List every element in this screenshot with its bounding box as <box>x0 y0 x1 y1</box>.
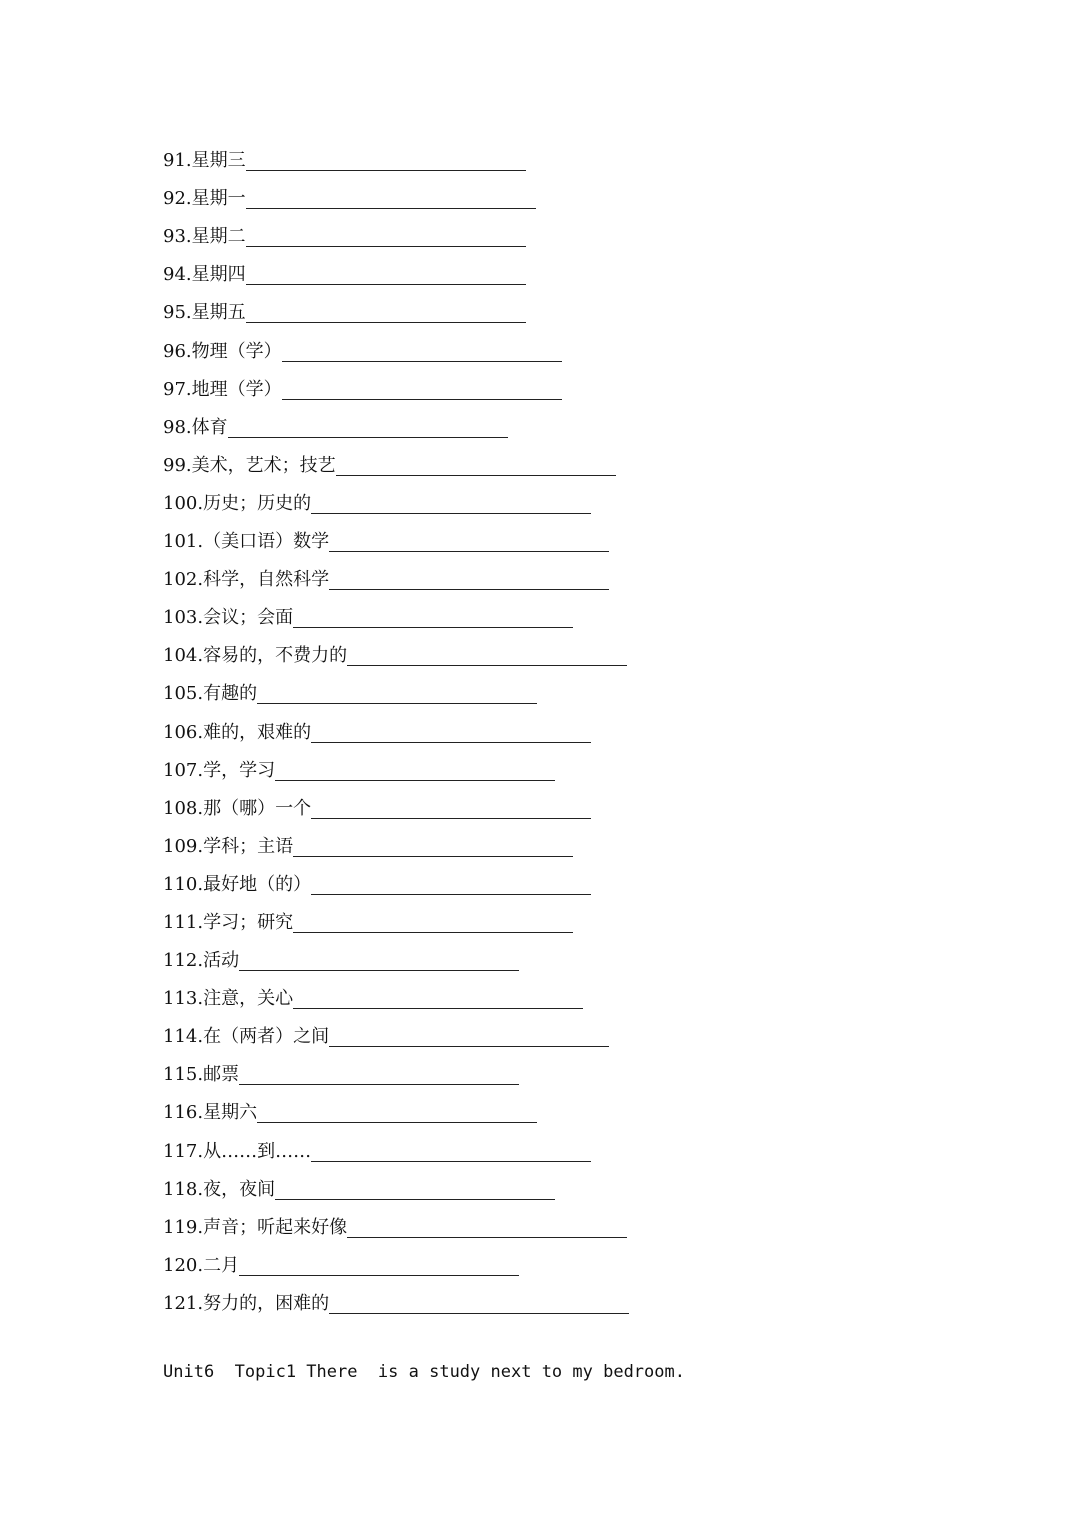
item-prompt: 星期五 <box>191 302 246 324</box>
item-number: 113. <box>163 988 204 1010</box>
answer-blank[interactable] <box>347 647 627 666</box>
item-prompt: 会议；会面 <box>203 607 294 629</box>
item-prompt: 难的，艰难的 <box>203 721 312 743</box>
item-prompt: 在（两者）之间 <box>203 1026 330 1048</box>
answer-blank[interactable] <box>293 838 573 857</box>
item-number: 111. <box>163 911 204 933</box>
item-number: 112. <box>163 950 204 972</box>
item-prompt: 二月 <box>203 1254 240 1276</box>
item-prompt: 星期二 <box>191 226 246 248</box>
vocab-item <box>163 631 863 669</box>
vocab-item <box>163 136 863 174</box>
vocabulary-list <box>163 136 863 1317</box>
item-number: 121. <box>163 1292 204 1314</box>
vocab-item <box>163 593 863 631</box>
item-number: 101. <box>163 531 204 553</box>
vocab-item <box>163 1165 863 1203</box>
item-number: 98. <box>163 416 192 438</box>
answer-blank[interactable] <box>293 914 573 933</box>
vocab-item <box>163 555 863 593</box>
vocab-item <box>163 707 863 745</box>
vocab-item <box>163 1279 863 1317</box>
vocab-item <box>163 365 863 403</box>
answer-blank[interactable] <box>329 533 609 552</box>
vocab-item <box>163 174 863 212</box>
vocab-item <box>163 1203 863 1241</box>
item-prompt: （美口语）数学 <box>203 531 330 553</box>
vocab-item <box>163 898 863 936</box>
item-number: 100. <box>163 492 204 514</box>
item-prompt: 努力的，困难的 <box>203 1292 330 1314</box>
vocab-item <box>163 403 863 441</box>
vocab-item <box>163 746 863 784</box>
vocab-item <box>163 1012 863 1050</box>
vocab-item <box>163 250 863 288</box>
item-number: 96. <box>163 340 192 362</box>
answer-blank[interactable] <box>246 152 526 171</box>
vocab-item <box>163 822 863 860</box>
item-prompt: 从……到…… <box>203 1140 312 1162</box>
answer-blank[interactable] <box>246 304 526 323</box>
item-number: 91. <box>163 150 192 172</box>
item-prompt: 美术，艺术；技艺 <box>191 454 336 476</box>
item-prompt: 邮票 <box>203 1064 240 1086</box>
vocab-item <box>163 441 863 479</box>
answer-blank[interactable] <box>246 266 526 285</box>
answer-blank[interactable] <box>239 1257 519 1276</box>
vocab-item <box>163 784 863 822</box>
vocab-item <box>163 326 863 364</box>
item-prompt: 学，学习 <box>203 759 276 781</box>
item-prompt: 注意，关心 <box>203 988 294 1010</box>
item-number: 99. <box>163 454 192 476</box>
item-prompt: 科学，自然科学 <box>203 569 330 591</box>
item-prompt: 学习；研究 <box>203 911 294 933</box>
item-number: 109. <box>163 835 204 857</box>
answer-blank[interactable] <box>293 609 573 628</box>
vocab-item <box>163 1050 863 1088</box>
item-number: 114. <box>163 1026 204 1048</box>
item-number: 116. <box>163 1102 204 1124</box>
item-prompt: 学科；主语 <box>203 835 294 857</box>
answer-blank[interactable] <box>311 495 591 514</box>
answer-blank[interactable] <box>311 1143 591 1162</box>
item-number: 105. <box>163 683 204 705</box>
item-prompt: 容易的，不费力的 <box>203 645 348 667</box>
answer-blank[interactable] <box>228 419 508 438</box>
item-number: 93. <box>163 226 192 248</box>
vocab-item <box>163 1241 863 1279</box>
item-prompt: 体育 <box>191 416 228 438</box>
item-prompt: 星期四 <box>191 264 246 286</box>
vocab-item <box>163 1088 863 1126</box>
vocab-item <box>163 1126 863 1164</box>
vocab-item <box>163 288 863 326</box>
item-number: 102. <box>163 569 204 591</box>
vocab-item <box>163 212 863 250</box>
item-prompt: 声音；听起来好像 <box>203 1216 348 1238</box>
vocab-item <box>163 669 863 707</box>
vocab-item <box>163 860 863 898</box>
vocab-item <box>163 517 863 555</box>
answer-blank[interactable] <box>329 1028 609 1047</box>
item-prompt: 星期一 <box>191 188 246 210</box>
item-number: 108. <box>163 797 204 819</box>
item-number: 97. <box>163 378 192 400</box>
item-number: 110. <box>163 873 204 895</box>
item-number: 104. <box>163 645 204 667</box>
answer-blank[interactable] <box>336 457 616 476</box>
item-number: 103. <box>163 607 204 629</box>
item-prompt: 地理（学） <box>191 378 282 400</box>
item-number: 92. <box>163 188 192 210</box>
item-prompt: 那（哪）一个 <box>203 797 312 819</box>
item-prompt: 最好地（的） <box>203 873 312 895</box>
answer-blank[interactable] <box>347 1219 627 1238</box>
unit-topic-heading: Unit6 Topic1 There is a study next to my bedroom. <box>163 1362 685 1382</box>
answer-blank[interactable] <box>311 876 591 895</box>
item-number: 119. <box>163 1216 204 1238</box>
answer-blank[interactable] <box>275 1181 555 1200</box>
answer-blank[interactable] <box>239 1066 519 1085</box>
answer-blank[interactable] <box>246 228 526 247</box>
item-prompt: 夜，夜间 <box>203 1178 276 1200</box>
item-number: 106. <box>163 721 204 743</box>
item-prompt: 历史；历史的 <box>203 492 312 514</box>
vocab-item <box>163 479 863 517</box>
vocab-item <box>163 936 863 974</box>
vocab-item <box>163 974 863 1012</box>
answer-blank[interactable] <box>239 952 519 971</box>
item-number: 95. <box>163 302 192 324</box>
item-number: 120. <box>163 1254 204 1276</box>
answer-blank[interactable] <box>311 724 591 743</box>
item-number: 107. <box>163 759 204 781</box>
item-prompt: 星期六 <box>203 1102 258 1124</box>
item-prompt: 有趣的 <box>203 683 258 705</box>
answer-blank[interactable] <box>257 1104 537 1123</box>
item-prompt: 活动 <box>203 950 240 972</box>
item-number: 118. <box>163 1178 204 1200</box>
answer-blank[interactable] <box>282 381 562 400</box>
item-number: 117. <box>163 1140 204 1162</box>
answer-blank[interactable] <box>329 571 609 590</box>
answer-blank[interactable] <box>246 190 536 209</box>
item-number: 115. <box>163 1064 204 1086</box>
answer-blank[interactable] <box>275 762 555 781</box>
item-prompt: 物理（学） <box>191 340 282 362</box>
answer-blank[interactable] <box>293 990 583 1009</box>
answer-blank[interactable] <box>329 1295 629 1314</box>
answer-blank[interactable] <box>257 685 537 704</box>
item-prompt: 星期三 <box>191 150 246 172</box>
item-number: 94. <box>163 264 192 286</box>
answer-blank[interactable] <box>282 343 562 362</box>
answer-blank[interactable] <box>311 800 591 819</box>
